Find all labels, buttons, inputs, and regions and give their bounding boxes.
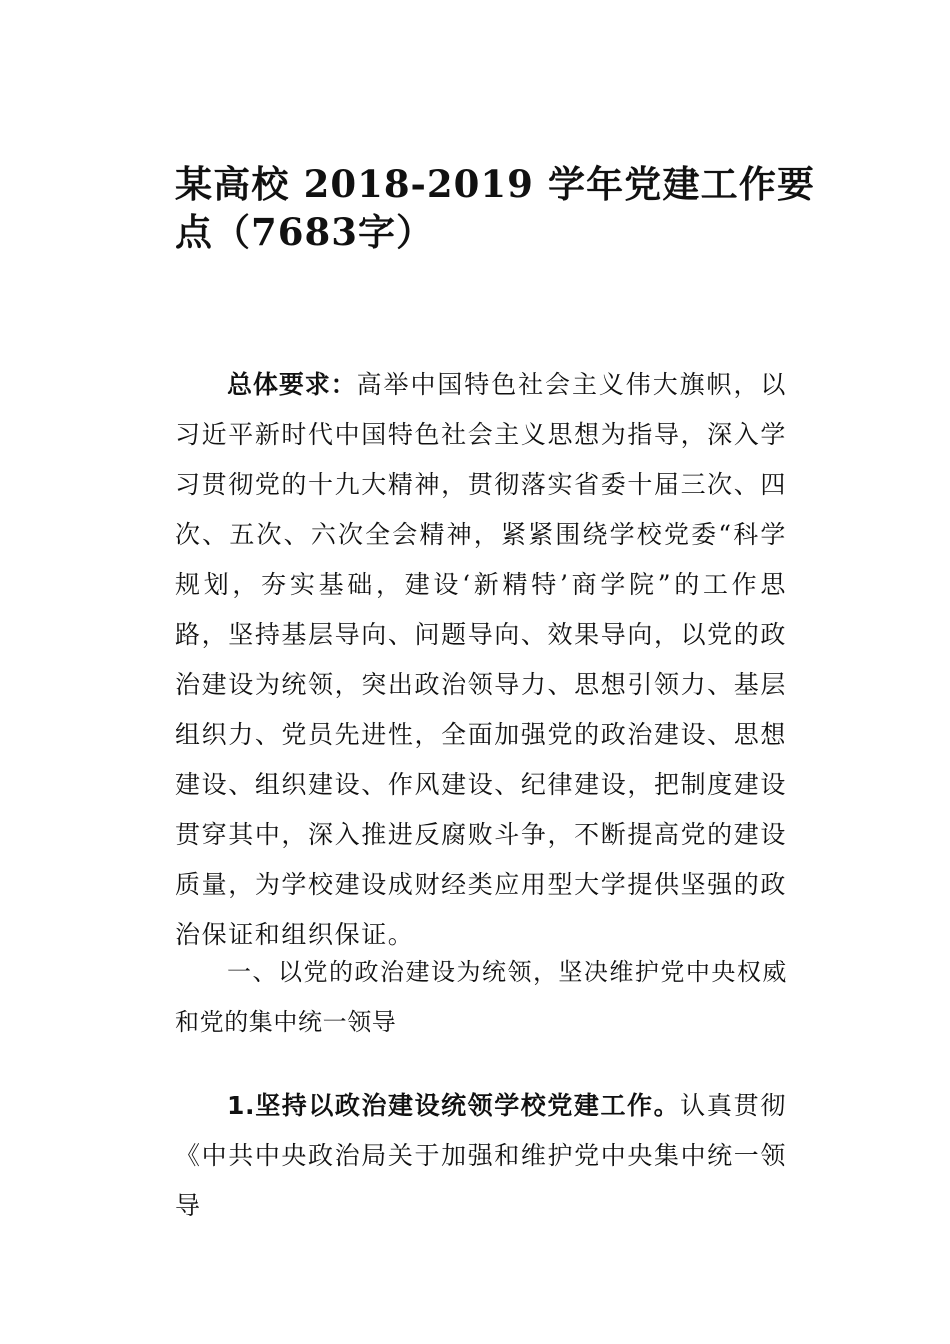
section-heading-1: 一、以党的政治建设为统领，坚决维护党中央权威和党的集中统一领导 xyxy=(175,958,787,1036)
item-paragraph-1 xyxy=(175,1081,787,1231)
item-lead: 坚持以政治建设统领学校党建工作。 xyxy=(255,1091,681,1120)
summary-label: 总体要求： xyxy=(227,370,357,399)
summary-paragraph xyxy=(175,360,787,960)
summary-text: 高举中国特色社会主义伟大旗帜，以习近平新时代中国特色社会主义思想为指导，深入学习贯彻党的十九大精神，贯彻落实省委十届三次、四次、五次、六次全会精神，紧紧围绕学校党委“科学规划，夯实基础，建设‘新精特’商学院”的工作思路，坚持基层导向、问题导向、效果导向，以党的政治建设为统领，突出政治领导力、思想引领力、基层组织力、党员先进性，全面加强党的政治建设、思想建设、组织建设、作风建设、纪律建设，把制度建设贯穿其中，深入推进反腐败斗争，不断提高党的建设质量，为学校建设成财经类应用型大学提供坚强的政治保证和组织保证。 xyxy=(175,370,787,949)
document-title: 某高校 2018-2019 学年党建工作要点（7683字） xyxy=(175,162,815,254)
item-number: 1. xyxy=(227,1091,256,1120)
item-text: 认真贯彻《中共中央政治局关于加强和维护党中央集中统一领导 xyxy=(175,1091,787,1220)
